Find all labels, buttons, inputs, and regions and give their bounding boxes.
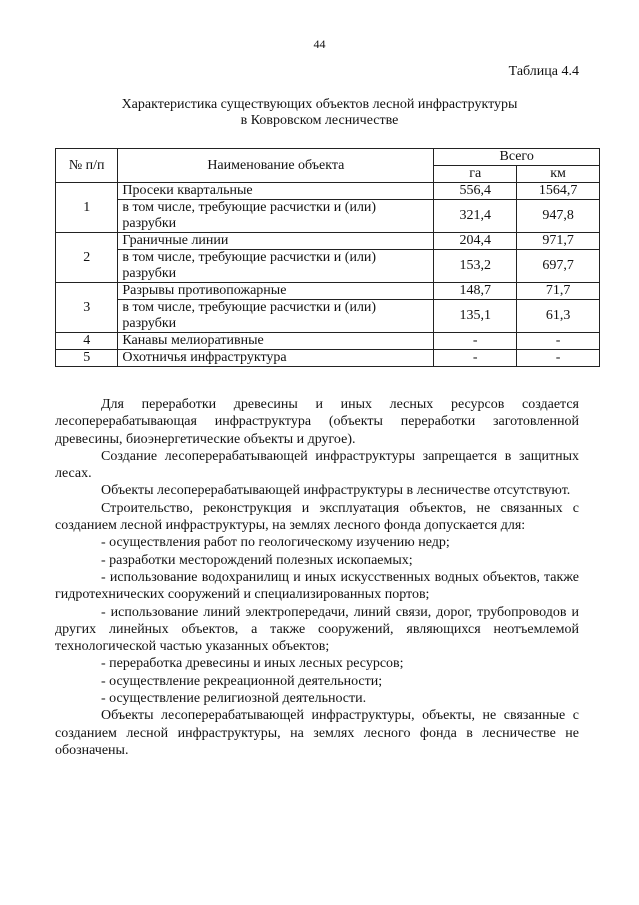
row-name: Охотничья инфраструктура [118, 350, 434, 367]
row-km: - [517, 350, 600, 367]
body-text [55, 396, 579, 759]
row-name: в том числе, требующие расчистки и (или) разрубки [118, 300, 434, 333]
row-km: 697,7 [517, 250, 600, 283]
paragraph: Объекты лесоперерабатывающей инфраструктуры в лесничестве отсутствуют. [101, 483, 571, 499]
row-number: 3 [56, 283, 118, 333]
list-item: - осуществление религиозной деятельности. [101, 691, 367, 707]
row-km: 947,8 [517, 200, 600, 233]
list-item: - разработки месторождений полезных ископаемых; [101, 552, 413, 568]
row-ha: 321,4 [434, 200, 517, 233]
paragraph: Строительство, реконструкция и эксплуатация объектов, не связанных с созданием лесной инфраструктуры, на землях лесного фонда допускается для: [55, 500, 579, 534]
row-ha: 148,7 [434, 283, 517, 300]
header-num: № п/п [56, 149, 118, 183]
list-item: - осуществления работ по геологическому изучению недр; [101, 535, 450, 551]
paragraph: Создание лесоперерабатывающей инфраструктуры запрещается в защитных лесах. [55, 448, 579, 482]
table-row [56, 233, 600, 250]
table-row [56, 183, 600, 200]
row-name: в том числе, требующие расчистки и (или) разрубки [118, 250, 434, 283]
row-number: 4 [56, 333, 118, 350]
row-ha: 153,2 [434, 250, 517, 283]
row-name: Просеки квартальные [118, 183, 434, 200]
table-title [0, 97, 639, 129]
infrastructure-table [55, 148, 600, 367]
page-number: 44 [313, 37, 326, 51]
header-total: Всего [434, 149, 600, 166]
row-name: Разрывы противопожарные [118, 283, 434, 300]
list-item: - переработка древесины и иных лесных ресурсов; [101, 656, 404, 672]
row-km: 1564,7 [517, 183, 600, 200]
header-km: км [517, 166, 600, 183]
header-name: Наименование объекта [118, 149, 434, 183]
row-km: 971,7 [517, 233, 600, 250]
table-label: Таблица 4.4 [508, 64, 579, 79]
list-item: - использование линий электропередачи, линий связи, дорог, трубопроводов и других линейных объектов, а также сооружений, являющихся неотъемлемой технологической частью указанных объектов; [55, 604, 579, 655]
table-row [56, 250, 600, 283]
row-km: 61,3 [517, 300, 600, 333]
row-number: 2 [56, 233, 118, 283]
table-row [56, 333, 600, 350]
paragraph: Для переработки древесины и иных лесных ресурсов создается лесоперерабатывающая инфраструктура (объекты переработки заготовленной древесины, биоэнергетические объекты и другое). [55, 397, 579, 447]
row-ha: 556,4 [434, 183, 517, 200]
row-number: 1 [56, 183, 118, 233]
row-ha: 204,4 [434, 233, 517, 250]
row-name: Канавы мелиоративные [118, 333, 434, 350]
header-ha: га [434, 166, 517, 183]
row-name: Граничные линии [118, 233, 434, 250]
row-ha: - [434, 350, 517, 367]
list-item: - использование водохранилищ и иных искусственных водных объектов, также гидротехнических сооружений и специализированных портов; [55, 569, 579, 603]
row-km: 71,7 [517, 283, 600, 300]
header-row [56, 149, 600, 166]
row-km: - [517, 333, 600, 350]
table-row [56, 300, 600, 333]
table-row [56, 283, 600, 300]
row-name: в том числе, требующие расчистки и (или) разрубки [118, 200, 434, 233]
row-ha: 135,1 [434, 300, 517, 333]
table-row [56, 350, 600, 367]
title-line-1: Характеристика существующих объектов лесной инфраструктуры [121, 97, 518, 112]
list-item: - осуществление рекреационной деятельности; [101, 673, 383, 689]
row-number: 5 [56, 350, 118, 367]
table-row [56, 200, 600, 233]
closing-paragraph: Объекты лесоперерабатывающей инфраструктуры, объекты, не связанные с созданием лесной инфраструктуры, на землях лесного фонда в лесничестве не обозначены. [55, 708, 579, 758]
row-ha: - [434, 333, 517, 350]
title-line-2: в Ковровском лесничестве [240, 113, 399, 128]
